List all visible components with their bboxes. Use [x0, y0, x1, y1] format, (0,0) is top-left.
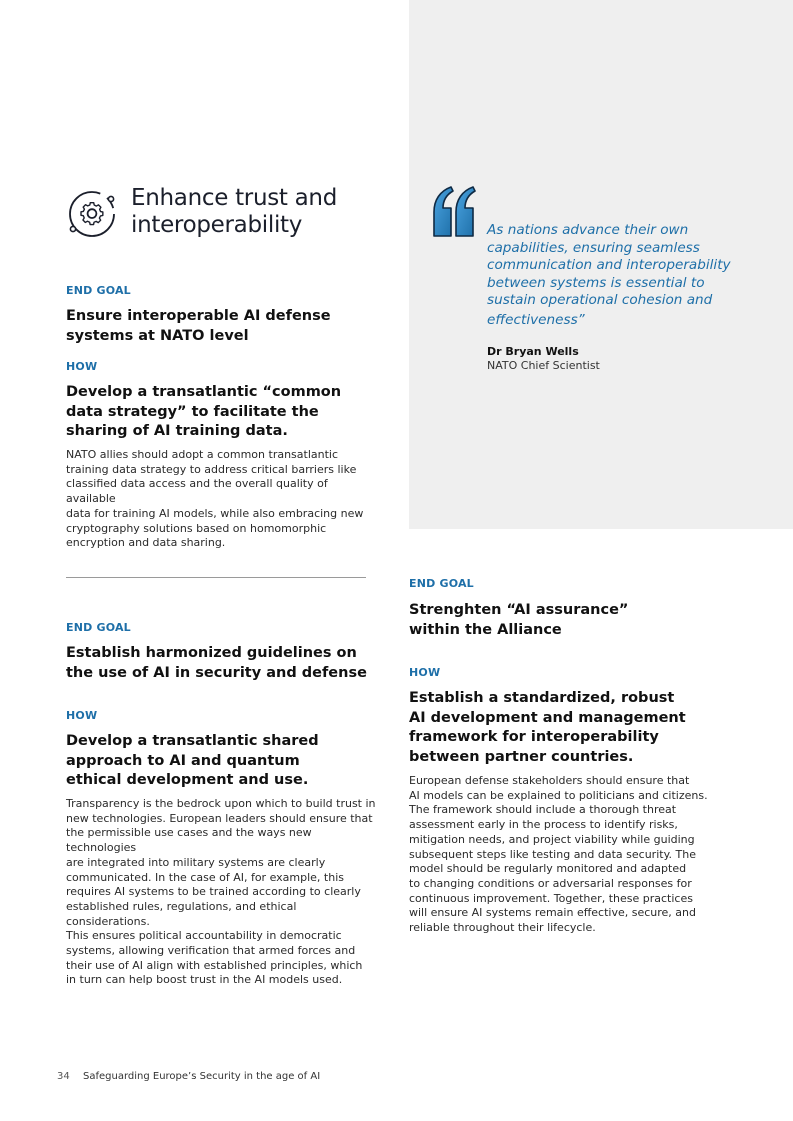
heading-line: Strenghten “AI assurance” — [409, 602, 629, 618]
heading-line: approach to AI and quantum — [66, 752, 300, 769]
heading-line: the use of AI in security and defense — [66, 665, 367, 681]
text-line: established rules, regulations, and ethical considerations. — [66, 899, 297, 928]
text-line: continuous improvement. Together, these practices — [409, 891, 693, 905]
heading-line: ethical development and use. — [66, 772, 309, 788]
text-line: to changing conditions or adversarial responses for — [409, 876, 692, 890]
heading-line: Develop a transatlantic “common — [66, 384, 342, 400]
how-heading — [409, 689, 709, 767]
how-label: HOW — [66, 360, 98, 373]
quote-text — [487, 222, 747, 330]
text-line: new technologies. European leaders should ensure that — [66, 811, 373, 825]
section-title-line: interoperability — [131, 212, 303, 238]
quote-author: Dr Bryan Wells — [487, 345, 579, 358]
quote-mark-icon — [432, 186, 476, 238]
end-goal-heading — [66, 643, 376, 683]
text-line: classified data access and the overall quality of available — [66, 477, 328, 506]
heading-line: systems at NATO level — [66, 328, 249, 344]
heading-line: framework for interoperability — [409, 729, 659, 745]
text-line: reliable throughout their lifecycle. — [409, 921, 596, 935]
text-line: model should be regularly monitored and adapted — [409, 862, 687, 876]
quote-line: communication and interoperability — [487, 257, 731, 274]
section-title-line: Enhance trust and — [131, 185, 337, 211]
page-number: 34 — [57, 1071, 70, 1082]
body-paragraph — [66, 448, 376, 551]
quote-author-role: NATO Chief Scientist — [487, 359, 600, 372]
heading-line: between partner countries. — [409, 748, 634, 765]
heading-line: within the Alliance — [409, 622, 562, 638]
text-line: assessment early in the process to identify risks, — [409, 818, 678, 832]
how-label: HOW — [66, 709, 98, 722]
publication-title: Safeguarding Europe’s Security in the age of AI — [83, 1071, 321, 1082]
text-line: requires AI systems to be trained according to clearly — [66, 885, 361, 899]
gear-cycle-icon — [64, 186, 120, 242]
end-goal-label: END GOAL — [409, 577, 474, 590]
text-line: in turn can help boost trust in the AI models used. — [66, 973, 343, 987]
text-line: encryption and data sharing. — [66, 536, 226, 550]
heading-line: Establish a standardized, robust — [409, 690, 675, 706]
text-line: cryptography solutions based on homomorphic — [66, 521, 327, 535]
heading-line: sharing of AI training data. — [66, 423, 288, 439]
text-line: will ensure AI systems remain effective, secure, and — [409, 906, 696, 920]
text-line: Transparency is the bedrock upon which to build trust in — [66, 797, 376, 810]
quote-line: capabilities, ensuring seamless — [487, 239, 700, 256]
body-paragraph — [66, 797, 376, 988]
how-heading — [66, 383, 366, 442]
section-title — [131, 185, 391, 239]
heading-line: Develop a transatlantic shared — [66, 733, 319, 749]
text-line: European defense stakeholders should ensure that — [409, 774, 690, 787]
end-goal-label: END GOAL — [66, 284, 131, 297]
text-line: training data strategy to address critical barriers like — [66, 462, 357, 476]
quote-line: effectiveness” — [487, 311, 585, 328]
text-line: AI models can be explained to politicians and citizens. — [409, 788, 708, 802]
text-line: NATO allies should adopt a common transatlantic — [66, 448, 339, 461]
heading-line: Ensure interoperable AI defense — [66, 308, 331, 324]
how-heading — [66, 732, 366, 791]
text-line: This ensures political accountability in democratic — [66, 929, 342, 943]
text-line: mitigation needs, and project viability while guiding — [409, 832, 695, 846]
text-line: subsequent steps like testing and data security. The — [409, 847, 696, 861]
text-line: their use of AI align with established principles, which — [66, 958, 363, 972]
text-line: data for training AI models, while also embracing new — [66, 506, 364, 520]
text-line: systems, allowing verification that armed forces and — [66, 944, 356, 958]
heading-line: data strategy” to facilitate the — [66, 403, 319, 420]
text-line: communicated. In the case of AI, for example, this — [66, 870, 344, 884]
end-goal-heading — [66, 306, 366, 346]
heading-line: AI development and management — [409, 709, 686, 726]
heading-line: Establish harmonized guidelines on — [66, 645, 357, 661]
quote-line: sustain operational cohesion and — [487, 292, 713, 309]
text-line: The framework should include a thorough threat — [409, 803, 677, 817]
text-line: the permissible use cases and the ways new technologies — [66, 826, 312, 855]
body-paragraph — [409, 774, 709, 936]
how-label: HOW — [409, 666, 441, 679]
end-goal-label: END GOAL — [66, 621, 131, 634]
quote-line: between systems is essential to — [487, 274, 705, 291]
section-divider — [66, 577, 366, 578]
end-goal-heading — [409, 600, 709, 640]
text-line: are integrated into military systems are clearly — [66, 855, 326, 869]
quote-line: As nations advance their own — [487, 222, 689, 238]
